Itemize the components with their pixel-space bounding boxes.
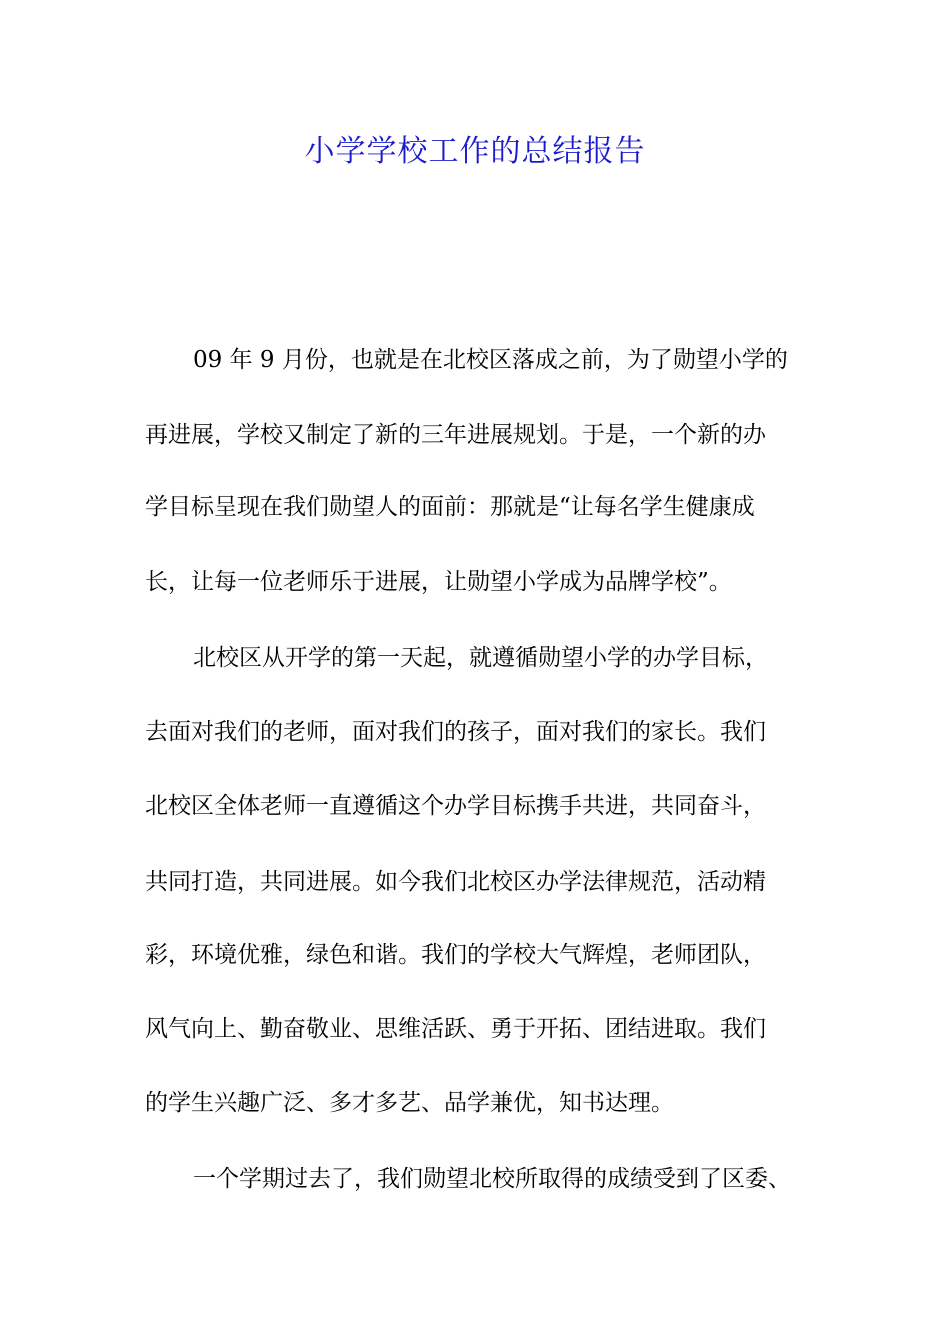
paragraph-2-line-4: 共同打造，共同进展。如今我们北校区办学法律规范，活动精 xyxy=(145,869,766,895)
paragraph-2-line-7: 的学生兴趣广泛、多才多艺、品学兼优，知书达理。 xyxy=(145,1090,674,1116)
paragraph-2-line-1: 北校区从开学的第一天起，就遵循勋望小学的办学目标， xyxy=(193,645,768,671)
paragraph-2-line-6: 风气向上、勤奋敬业、思维活跃、勇于开拓、团结进取。我们 xyxy=(145,1016,766,1042)
paragraph-2-line-5: 彩，环境优雅，绿色和谐。我们的学校大气辉煌，老师团队， xyxy=(145,942,766,968)
paragraph-1-line-1: 09 年 9 月份，也就是在北校区落成之前，为了勋望小学的 xyxy=(193,347,788,373)
paragraph-1-line-4: 长，让每一位老师乐于进展，让勋望小学成为品牌学校”。 xyxy=(145,569,732,595)
document-title: 小学学校工作的总结报告 xyxy=(304,134,646,169)
paragraph-3-line-1: 一个学期过去了，我们勋望北校所取得的成绩受到了区委、 xyxy=(193,1166,791,1192)
paragraph-2-line-2: 去面对我们的老师，面对我们的孩子，面对我们的家长。我们 xyxy=(145,719,766,745)
paragraph-2-line-3: 北校区全体老师一直遵循这个办学目标携手共进，共同奋斗， xyxy=(145,793,766,819)
paragraph-1-line-3: 学目标呈现在我们勋望人的面前：那就是“让每名学生健康成 xyxy=(145,494,755,520)
paragraph-1-line-2: 再进展，学校又制定了新的三年进展规划。于是，一个新的办 xyxy=(145,422,766,448)
